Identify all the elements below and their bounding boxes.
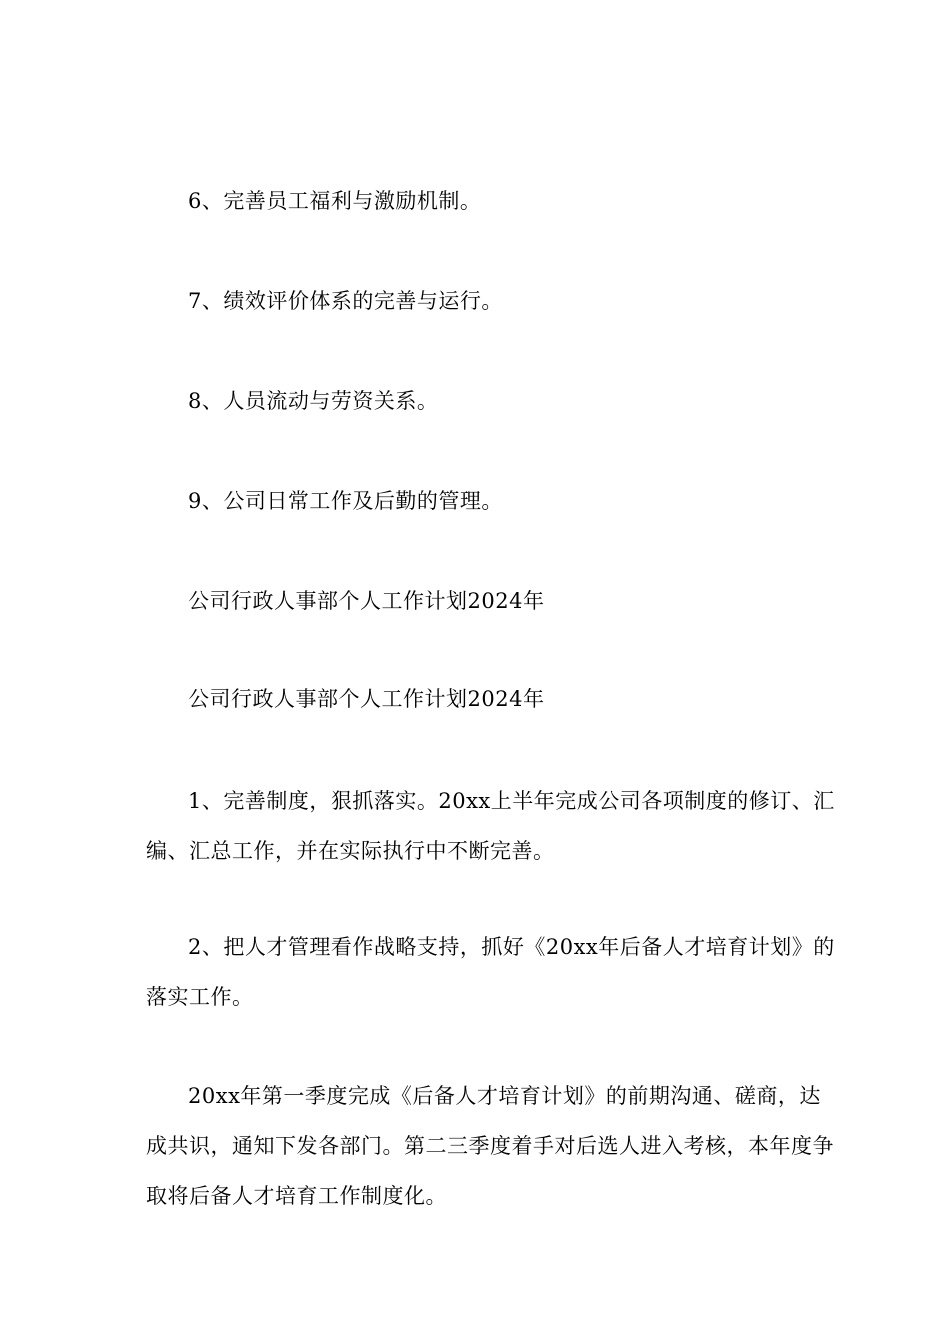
plan-paragraph-3: 20xx年第一季度完成《后备人才培育计划》的前期沟通、磋商，达成共识，通知下发各部门。第二三季度着手对后选人进入考核，本年度争取将后备人才培育工作制度化。 — [146, 1084, 834, 1208]
plan-paragraph-1: 1、完善制度，狠抓落实。20xx上半年完成公司各项制度的修订、汇编、汇总工作，并在实际执行中不断完善。 — [146, 789, 835, 863]
list-item-7: 7、绩效评价体系的完善与运行。 — [188, 289, 503, 313]
list-item-8: 8、人员流动与劳资关系。 — [188, 389, 439, 413]
plan-paragraph-2: 2、把人才管理看作战略支持，抓好《20xx年后备人才培育计划》的落实工作。 — [146, 935, 835, 1009]
list-item-9: 9、公司日常工作及后勤的管理。 — [188, 489, 503, 513]
section-title: 公司行政人事部个人工作计划2024年 — [188, 589, 545, 613]
list-item-6: 6、完善员工福利与激励机制。 — [188, 189, 482, 213]
section-title-repeat: 公司行政人事部个人工作计划2024年 — [188, 687, 545, 711]
